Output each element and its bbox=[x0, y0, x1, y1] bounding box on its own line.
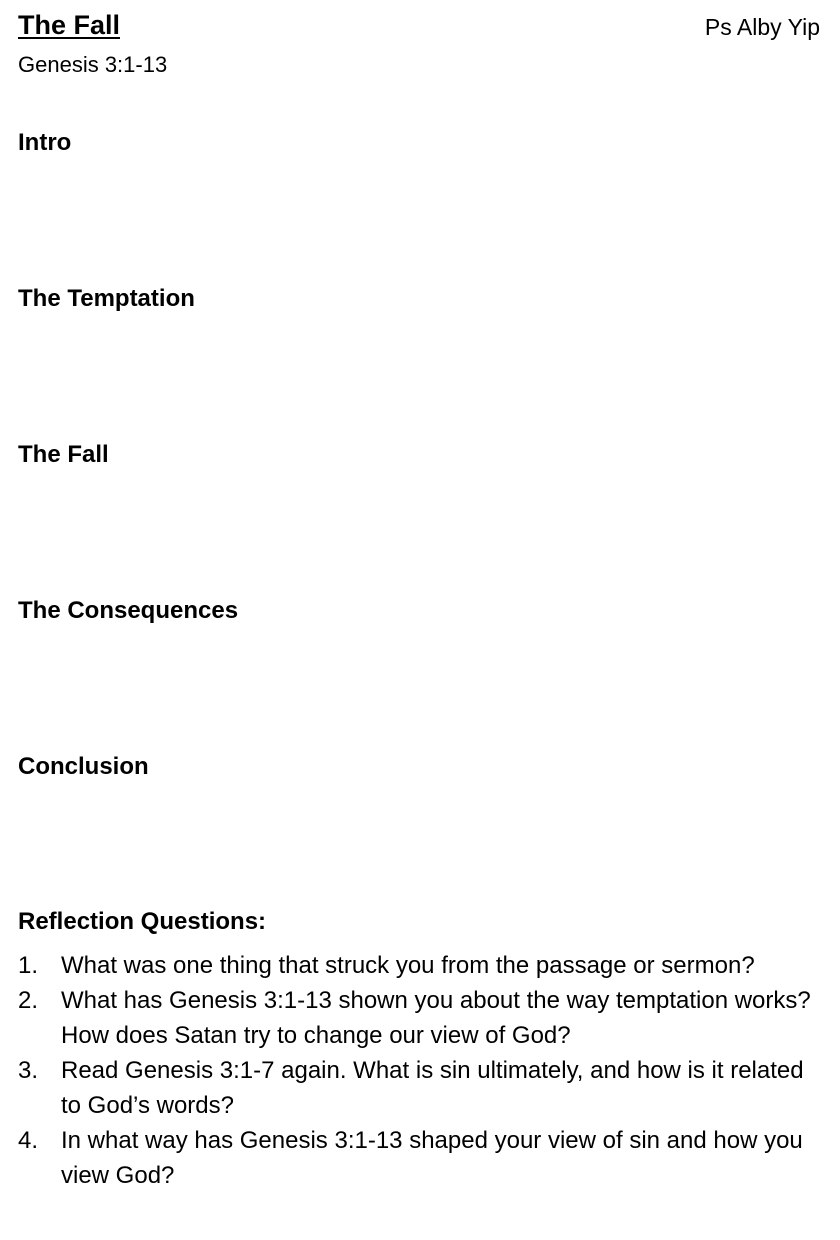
reflection-question bbox=[18, 1123, 828, 1193]
reflection-question bbox=[18, 983, 828, 1053]
reflection-heading: Reflection Questions: bbox=[18, 908, 267, 935]
question-text: What has Genesis 3:1-13 shown you about the way temptation works? How does Satan try to change our view of God? bbox=[61, 987, 811, 1049]
question-number: 3. bbox=[18, 1057, 39, 1084]
section-heading-fall: The Fall bbox=[18, 441, 109, 468]
scripture-reference: Genesis 3:1-13 bbox=[18, 52, 168, 77]
section-heading-conclusion: Conclusion bbox=[18, 753, 149, 780]
section-heading-temptation: The Temptation bbox=[18, 285, 195, 312]
question-text: Read Genesis 3:1-7 again. What is sin ultimately, and how is it related to God’s words? bbox=[61, 1057, 804, 1119]
document-title: The Fall bbox=[18, 10, 121, 40]
question-number: 4. bbox=[18, 1127, 39, 1154]
section-heading-consequences: The Consequences bbox=[18, 597, 239, 624]
question-number: 2. bbox=[18, 987, 39, 1014]
reflection-question bbox=[18, 948, 828, 983]
question-text: What was one thing that struck you from the passage or sermon? bbox=[61, 952, 755, 979]
question-number: 1. bbox=[18, 952, 39, 979]
question-text: In what way has Genesis 3:1-13 shaped your view of sin and how you view God? bbox=[61, 1127, 803, 1189]
reflection-question bbox=[18, 1053, 828, 1123]
reflection-question-list bbox=[18, 948, 828, 1193]
section-heading-intro: Intro bbox=[18, 129, 72, 156]
author-name: Ps Alby Yip bbox=[704, 14, 820, 40]
